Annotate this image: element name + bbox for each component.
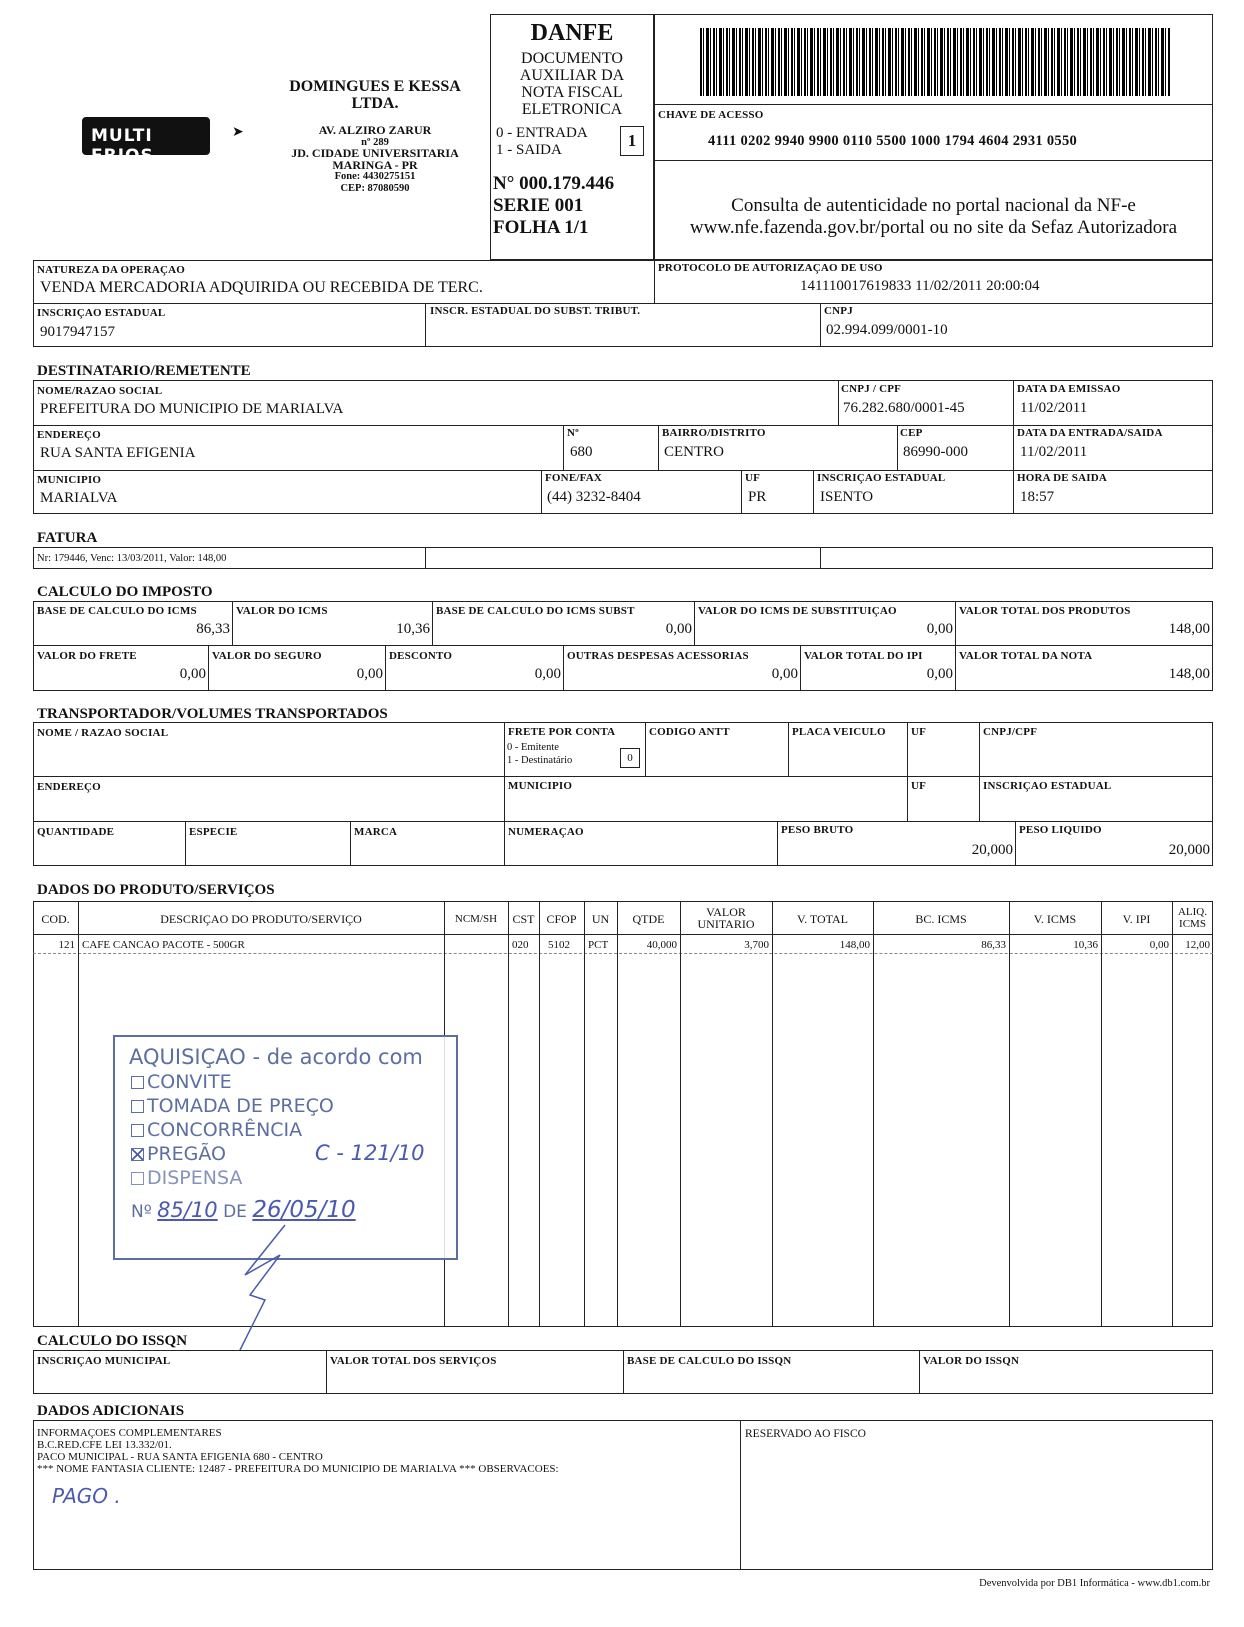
transp-antt-label: CODIGO ANTT xyxy=(649,726,730,738)
dest-cnpj-value: 76.282.680/0001-45 xyxy=(843,400,965,416)
col-cod: COD. xyxy=(41,912,70,926)
danfe-sub4: ELETRONICA xyxy=(521,101,623,118)
seguro-label: VALOR DO SEGURO xyxy=(212,650,322,662)
row-aliq: 12,00 xyxy=(1185,939,1210,951)
transp-frete-label: FRETE POR CONTA xyxy=(508,726,616,738)
signature-stroke xyxy=(225,1215,305,1355)
frete-label: VALOR DO FRETE xyxy=(37,650,137,662)
base-subst-value: 0,00 xyxy=(665,621,692,637)
stamp-handwritten-code: C - 121/10 xyxy=(315,1141,425,1165)
divider xyxy=(539,901,540,1327)
address-line3: JD. CIDADE UNIVERSITARIA xyxy=(291,146,459,160)
divider xyxy=(680,901,681,1327)
adicionais-line4: *** NOME FANTASIA CLIENTE: 12487 - PREFEITURA DO MUNICIPIO DE MARIALVA *** OBSERVACOES: xyxy=(37,1463,559,1475)
row-cst: 020 xyxy=(512,939,529,951)
row-v-icms: 10,36 xyxy=(1073,939,1098,951)
dest-fone-label: FONE/FAX xyxy=(545,472,603,484)
col-qtde: QTDE xyxy=(632,912,665,926)
divider xyxy=(658,425,659,470)
stamp-line3-text: TOMADA DE PREÇO xyxy=(147,1095,334,1117)
barcode-icon xyxy=(700,28,1170,96)
stamp-line4-text: CONCORRÊNCIA xyxy=(147,1119,303,1141)
transp-municipio-label: MUNICIPIO xyxy=(508,780,573,792)
checkbox-icon xyxy=(131,1100,144,1113)
protocolo-label: PROTOCOLO DE AUTORIZAÇAO DE USO xyxy=(658,262,883,274)
stamp-line4 xyxy=(131,1119,302,1141)
divider xyxy=(33,934,1213,935)
divider xyxy=(425,303,426,347)
address-line4: MARINGA - PR xyxy=(332,157,418,172)
transp-frete-value-box xyxy=(620,748,640,768)
divider xyxy=(740,1420,741,1570)
divider xyxy=(820,303,821,347)
transp-especie-label: ESPECIE xyxy=(189,826,238,838)
transp-marca-label: MARCA xyxy=(354,826,398,838)
ie-label: INSCRIÇAO ESTADUAL xyxy=(37,307,166,319)
desconto-value: 0,00 xyxy=(534,666,561,682)
issqn-base-label: BASE DE CALCULO DO ISSQN xyxy=(627,1355,792,1367)
divider xyxy=(1013,380,1014,514)
cnpj-value: 02.994.099/0001-10 xyxy=(826,322,948,338)
adicionais-section-title: DADOS ADICIONAIS xyxy=(37,1403,185,1419)
col-valor-unit xyxy=(680,906,772,930)
row-vtotal: 148,00 xyxy=(839,939,870,951)
row-cfop: 5102 xyxy=(548,939,570,951)
row-valor-unit: 3,700 xyxy=(744,939,769,951)
logo-text: MULTI FRIOS xyxy=(91,126,154,166)
handwritten-pago: PAGO . xyxy=(52,1484,121,1508)
divider xyxy=(425,547,426,569)
col-ncm: NCM/SH xyxy=(454,913,498,925)
transp-uf2-label: UF xyxy=(911,780,927,792)
dest-entrada-label: DATA DA ENTRADA/SAIDA xyxy=(1017,427,1163,439)
col-v-ipi: V. IPI xyxy=(1122,912,1151,926)
dest-nome-value: PREFEITURA DO MUNICIPIO DE MARIALVA xyxy=(40,401,344,417)
col-vtotal: V. TOTAL xyxy=(796,912,849,926)
imposto-section-title: CALCULO DO IMPOSTO xyxy=(37,584,213,600)
fatura-text: Nr: 179446, Venc: 13/03/2011, Valor: 148,00 xyxy=(37,553,227,564)
peso-liquido-value: 20,000 xyxy=(1168,842,1210,858)
address-line2: nº 289 xyxy=(361,136,389,148)
seguro-value: 0,00 xyxy=(356,666,383,682)
danfe-subtitle xyxy=(490,50,654,118)
dest-numero-label: Nº xyxy=(567,427,579,439)
dest-cnpj-label: CNPJ / CPF xyxy=(841,383,902,395)
divider xyxy=(645,722,646,776)
divider xyxy=(772,901,773,1327)
peso-bruto-value: 20,000 xyxy=(971,842,1013,858)
divider xyxy=(979,722,980,821)
company-logo xyxy=(82,117,210,166)
checked-checkbox-icon xyxy=(131,1148,144,1161)
entrada-label: 0 - ENTRADA xyxy=(496,125,588,141)
dest-uf-label: UF xyxy=(745,472,761,484)
divider xyxy=(208,645,209,691)
tipo-value: 1 xyxy=(627,131,637,150)
company-cep: CEP: 87080590 xyxy=(340,182,410,194)
destinatario-section-title: DESTINATARIO/REMETENTE xyxy=(37,363,251,379)
stamp-line5-text: PREGÃO xyxy=(147,1143,227,1165)
protocolo-value: 141110017619833 11/02/2011 20:00:04 xyxy=(800,278,1040,294)
stamp-line7-mid: DE xyxy=(223,1202,247,1222)
stamp-handwritten-number: 85/10 xyxy=(157,1198,218,1222)
transp-endereco-label: ENDEREÇO xyxy=(37,781,101,793)
divider xyxy=(654,260,655,303)
dest-cep-value: 86990-000 xyxy=(903,444,968,460)
dest-municipio-value: MARIALVA xyxy=(40,490,118,506)
outras-label: OUTRAS DESPESAS ACESSORIAS xyxy=(567,650,749,662)
transp-cnpj-label: CNPJ/CPF xyxy=(983,726,1038,738)
transp-frete-value: 0 xyxy=(627,752,633,764)
divider xyxy=(919,1350,920,1394)
adicionais-line1: INFORMAÇOES COMPLEMENTARES xyxy=(37,1427,222,1439)
col-aliq-line2: ICMS xyxy=(1179,918,1206,930)
transportador-box xyxy=(33,722,1213,866)
divider xyxy=(33,645,1213,646)
dest-ie-label: INSCRIÇAO ESTADUAL xyxy=(817,472,946,484)
dest-endereco-value: RUA SANTA EFIGENIA xyxy=(40,445,196,461)
divider xyxy=(907,722,908,821)
divider xyxy=(617,901,618,1327)
peso-liquido-label: PESO LIQUIDO xyxy=(1019,824,1102,836)
divider xyxy=(788,722,789,776)
consulta-line2: www.nfe.fazenda.gov.br/portal ou no site da Sefaz Autorizadora xyxy=(689,217,1178,238)
base-icms-value: 86,33 xyxy=(196,621,230,637)
nf-number: N° 000.179.446 xyxy=(493,173,615,194)
adicionais-text xyxy=(37,1427,559,1475)
base-subst-label: BASE DE CALCULO DO ICMS SUBST xyxy=(436,605,635,617)
divider xyxy=(326,1350,327,1394)
nf-serie: SERIE 001 xyxy=(493,195,584,216)
dest-nome-label: NOME/RAZAO SOCIAL xyxy=(37,385,163,397)
col-aliq-line1: ALIQ. xyxy=(1177,906,1208,918)
company-name xyxy=(280,78,470,112)
dest-hora-label: HORA DE SAIDA xyxy=(1017,472,1108,484)
divider xyxy=(813,470,814,514)
fisco-label: RESERVADO AO FISCO xyxy=(745,1428,866,1440)
company-name-line2: LTDA. xyxy=(351,95,399,112)
dest-bairro-label: BAIRRO/DISTRITO xyxy=(662,427,766,439)
fatura-section-title: FATURA xyxy=(37,530,98,546)
desconto-label: DESCONTO xyxy=(389,650,453,662)
transp-uf-label: UF xyxy=(911,726,927,738)
divider xyxy=(541,470,542,514)
divider xyxy=(33,953,1213,954)
row-qtde: 40,000 xyxy=(646,939,677,951)
divider xyxy=(385,645,386,691)
nf-folha: FOLHA 1/1 xyxy=(493,217,589,238)
transp-frete-opt1: 1 - Destinatário xyxy=(507,755,573,766)
address-line1: AV. ALZIRO ZARUR xyxy=(318,123,432,137)
divider xyxy=(741,470,742,514)
total-produtos-label: VALOR TOTAL DOS PRODUTOS xyxy=(959,605,1131,617)
stamp-line1: AQUISIÇAO - de acordo com xyxy=(129,1045,423,1069)
col-valor-unit-line2: UNITARIO xyxy=(697,917,755,931)
frete-value: 0,00 xyxy=(179,666,206,682)
row-un: PCT xyxy=(588,939,609,951)
divider xyxy=(897,425,898,470)
divider xyxy=(33,470,1213,471)
divider xyxy=(504,722,505,866)
ie-st-label: INSCR. ESTADUAL DO SUBST. TRIBUT. xyxy=(430,305,641,317)
transp-numeracao-label: NUMERAÇAO xyxy=(508,826,584,838)
stamp-line2-text: CONVITE xyxy=(147,1071,232,1093)
adicionais-line2: B.C.RED.CFE LEI 13.332/01. xyxy=(37,1439,172,1451)
divider xyxy=(654,160,1213,161)
logo-bird-icon: ➤ xyxy=(232,124,244,140)
danfe-title: DANFE xyxy=(530,20,614,46)
total-nota-label: VALOR TOTAL DA NOTA xyxy=(959,650,1093,662)
row-descricao: CAFE CANCAO PACOTE - 500GR xyxy=(82,939,245,951)
valor-subst-label: VALOR DO ICMS DE SUBSTITUIÇAO xyxy=(698,605,897,617)
divider xyxy=(78,901,79,1327)
divider xyxy=(955,601,956,691)
divider xyxy=(820,547,821,569)
divider xyxy=(185,821,186,866)
dest-hora-value: 18:57 xyxy=(1020,489,1055,505)
divider xyxy=(33,425,1213,426)
divider xyxy=(563,425,564,470)
cnpj-label: CNPJ xyxy=(824,305,853,317)
valor-icms-value: 10,36 xyxy=(396,621,430,637)
dest-emissao-value: 11/02/2011 xyxy=(1020,400,1088,416)
ipi-value: 0,00 xyxy=(926,666,953,682)
valor-icms-label: VALOR DO ICMS xyxy=(236,605,328,617)
produtos-section-title: DADOS DO PRODUTO/SERVIÇOS xyxy=(37,882,275,898)
checkbox-icon xyxy=(131,1124,144,1137)
col-bc-icms: BC. ICMS xyxy=(915,912,967,926)
dest-uf-value: PR xyxy=(748,489,767,505)
ie-value: 9017947157 xyxy=(40,324,115,340)
divider xyxy=(1101,901,1102,1327)
divider xyxy=(232,601,233,645)
natureza-label: NATUREZA DA OPERAÇAO xyxy=(37,264,186,276)
valor-subst-value: 0,00 xyxy=(926,621,953,637)
transp-frete-opt0: 0 - Emitente xyxy=(507,742,559,753)
divider xyxy=(777,821,778,866)
transp-nome-label: NOME / RAZAO SOCIAL xyxy=(37,727,169,739)
divider xyxy=(584,901,585,1327)
stamp-line3 xyxy=(131,1095,334,1117)
issqn-valor-label: VALOR DO ISSQN xyxy=(923,1355,1020,1367)
footer-credit: Devenvolvida por DB1 Informática - www.db1.com.br xyxy=(979,1578,1210,1589)
divider xyxy=(563,645,564,691)
row-bc-icms: 86,33 xyxy=(981,939,1006,951)
total-produtos-value: 148,00 xyxy=(1168,621,1210,637)
divider xyxy=(654,104,1213,105)
issqn-servicos-label: VALOR TOTAL DOS SERVIÇOS xyxy=(330,1355,497,1367)
issqn-im-label: INSCRIÇAO MUNICIPAL xyxy=(37,1355,171,1367)
dest-bairro-value: CENTRO xyxy=(664,444,724,460)
danfe-sub3: NOTA FISCAL xyxy=(521,84,623,101)
stamp-line2 xyxy=(131,1071,232,1093)
saida-label: 1 - SAIDA xyxy=(496,142,562,158)
transp-ie-label: INSCRIÇAO ESTADUAL xyxy=(983,780,1112,792)
dest-fone-value: (44) 3232-8404 xyxy=(547,489,641,505)
divider xyxy=(1172,901,1173,1327)
stamp-line5 xyxy=(131,1143,226,1165)
dest-ie-value: ISENTO xyxy=(820,489,874,505)
checkbox-icon xyxy=(131,1076,144,1089)
dest-entrada-value: 11/02/2011 xyxy=(1020,444,1088,460)
company-phone: Fone: 4430275151 xyxy=(334,171,416,182)
stamp-line6 xyxy=(131,1167,242,1189)
divider xyxy=(33,776,1213,777)
divider xyxy=(838,380,839,425)
outras-value: 0,00 xyxy=(771,666,798,682)
divider xyxy=(350,821,351,866)
divider xyxy=(432,601,433,645)
stamp-handwritten-date: 26/05/10 xyxy=(252,1197,356,1223)
consulta-line1: Consulta de autenticidade no portal nacional da NF-e xyxy=(731,195,1136,216)
col-cfop: CFOP xyxy=(546,912,577,926)
stamp-line6-text: DISPENSA xyxy=(147,1167,243,1189)
col-valor-unit-line1: VALOR xyxy=(706,905,746,919)
divider xyxy=(623,1350,624,1394)
stamp-line7-prefix: Nº xyxy=(131,1202,152,1222)
dest-numero-value: 680 xyxy=(570,444,593,460)
col-descricao: DESCRIÇAO DO PRODUTO/SERVIÇO xyxy=(160,912,362,926)
company-name-line1: DOMINGUES E KESSA xyxy=(289,78,461,95)
company-address xyxy=(280,125,470,194)
divider xyxy=(33,821,1213,822)
danfe-sub2: AUXILIAR DA xyxy=(519,67,625,84)
natureza-value: VENDA MERCADORIA ADQUIRIDA OU RECEBIDA DE TERC. xyxy=(40,279,483,296)
divider xyxy=(33,303,1213,304)
col-v-icms: V. ICMS xyxy=(1033,912,1077,926)
divider xyxy=(508,901,509,1327)
divider xyxy=(1009,901,1010,1327)
ipi-label: VALOR TOTAL DO IPI xyxy=(804,650,923,662)
danfe-sub1: DOCUMENTO xyxy=(521,50,623,67)
total-nota-value: 148,00 xyxy=(1168,666,1210,682)
base-icms-label: BASE DE CALCULO DO ICMS xyxy=(37,605,197,617)
col-cst: CST xyxy=(512,912,535,926)
chave-label: CHAVE DE ACESSO xyxy=(658,109,764,121)
chave-value: 4111 0202 9940 9900 0110 5500 1000 1794 4604 2931 0550 xyxy=(708,133,1078,149)
divider xyxy=(873,901,874,1327)
checkbox-icon xyxy=(131,1172,144,1185)
dest-emissao-label: DATA DA EMISSAO xyxy=(1017,383,1121,395)
issqn-section-title: CALCULO DO ISSQN xyxy=(37,1333,188,1349)
col-aliq xyxy=(1172,906,1213,930)
dest-cep-label: CEP xyxy=(900,427,923,439)
transportador-section-title: TRANSPORTADOR/VOLUMES TRANSPORTADOS xyxy=(37,706,388,722)
transp-placa-label: PLACA VEICULO xyxy=(792,726,886,738)
divider xyxy=(800,645,801,691)
dest-municipio-label: MUNICIPIO xyxy=(37,474,102,486)
divider xyxy=(694,601,695,645)
dest-endereco-label: ENDEREÇO xyxy=(37,429,101,441)
adicionais-line3: PACO MUNICIPAL - RUA SANTA EFIGENIA 680 - CENTRO xyxy=(37,1451,323,1463)
peso-bruto-label: PESO BRUTO xyxy=(781,824,854,836)
transp-quantidade-label: QUANTIDADE xyxy=(37,826,115,838)
tipo-value-box xyxy=(620,126,644,156)
col-un: UN xyxy=(591,912,610,926)
row-cod: 121 xyxy=(58,939,75,951)
divider xyxy=(1015,821,1016,866)
row-v-ipi: 0,00 xyxy=(1149,939,1169,951)
